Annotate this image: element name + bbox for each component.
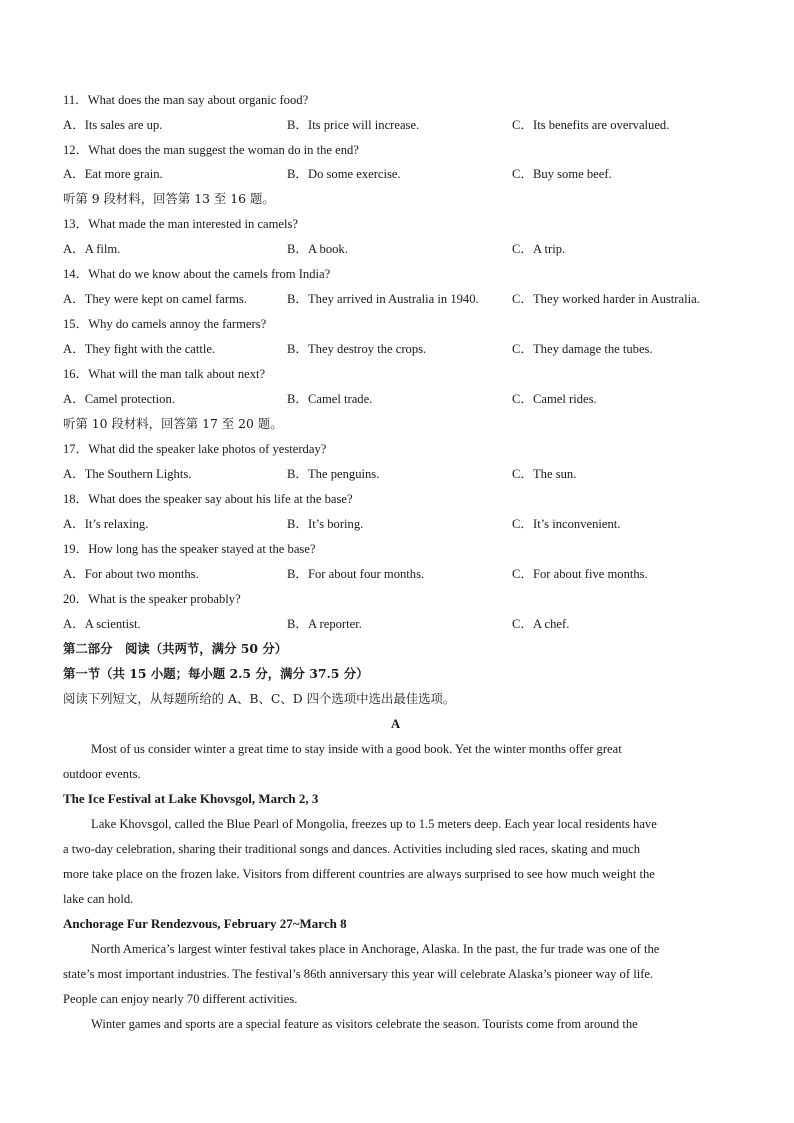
passage-intro-line-2: outdoor events. bbox=[63, 767, 141, 781]
option-c: C．A chef. bbox=[512, 617, 570, 631]
option-a: A．A film. bbox=[63, 242, 121, 256]
question-11: 11．What does the man say about organic food? bbox=[63, 93, 309, 107]
paragraph-1-line-4: lake can hold. bbox=[63, 892, 134, 906]
option-c: C．They damage the tubes. bbox=[512, 342, 653, 356]
option-b: B．Camel trade. bbox=[287, 392, 373, 406]
paragraph-2-line-1: North America’s largest winter festival takes place in Anchorage, Alaska. In the past, the fur trade was one of the bbox=[91, 942, 660, 956]
listening-instruction-9: 听第 9 段材料，回答第 13 至 16 题。 bbox=[63, 191, 275, 206]
option-b: B．A reporter. bbox=[287, 617, 362, 631]
option-a: A．It’s relaxing. bbox=[63, 517, 149, 531]
listening-instruction-10: 听第 10 段材料，回答第 17 至 20 题。 bbox=[63, 416, 283, 431]
option-c: C．A trip. bbox=[512, 242, 566, 256]
option-c: C．For about five months. bbox=[512, 567, 648, 581]
heading-fur-rendezvous: Anchorage Fur Rendezvous, February 27~March 8 bbox=[63, 916, 347, 931]
question-17: 17．What did the speaker lake photos of yesterday? bbox=[63, 442, 327, 456]
option-b: B．They destroy the crops. bbox=[287, 342, 427, 356]
option-a: A．They fight with the cattle. bbox=[63, 342, 216, 356]
part-two-title: 第二部分 阅读（共两节，满分 50 分） bbox=[63, 641, 288, 656]
option-c: C．Camel rides. bbox=[512, 392, 597, 406]
option-a: A．Eat more grain. bbox=[63, 167, 163, 181]
option-c: C．Buy some beef. bbox=[512, 167, 612, 181]
option-b: B．A book. bbox=[287, 242, 348, 256]
paragraph-1-line-3: more take place on the frozen lake. Visitors from different countries are always surprised to see how much weight the bbox=[63, 867, 655, 881]
option-b: B．Do some exercise. bbox=[287, 167, 401, 181]
question-16: 16．What will the man talk about next? bbox=[63, 367, 266, 381]
option-a: A．Its sales are up. bbox=[63, 118, 163, 132]
option-c: C．It’s inconvenient. bbox=[512, 517, 621, 531]
option-b: B．They arrived in Australia in 1940. bbox=[287, 292, 479, 306]
question-12: 12．What does the man suggest the woman do in the end? bbox=[63, 143, 359, 157]
option-b: B．Its price will increase. bbox=[287, 118, 420, 132]
option-c: C．The sun. bbox=[512, 467, 577, 481]
question-18: 18．What does the speaker say about his life at the base? bbox=[63, 492, 353, 506]
question-20: 20．What is the speaker probably? bbox=[63, 592, 241, 606]
paragraph-1-line-1: Lake Khovsgol, called the Blue Pearl of Mongolia, freezes up to 1.5 meters deep. Each year local residents have bbox=[91, 817, 657, 831]
passage-letter: A bbox=[390, 717, 401, 731]
heading-ice-festival: The Ice Festival at Lake Khovsgol, March 2, 3 bbox=[63, 791, 319, 806]
paragraph-2-line-3: People can enjoy nearly 70 different activities. bbox=[63, 992, 298, 1006]
passage-intro-line-1: Most of us consider winter a great time to stay inside with a good book. Yet the winter months offer great bbox=[91, 742, 622, 756]
option-a: A．For about two months. bbox=[63, 567, 199, 581]
option-b: B．For about four months. bbox=[287, 567, 425, 581]
question-13: 13．What made the man interested in camels? bbox=[63, 217, 298, 231]
section-one-title: 第一节（共 15 小题；每小题 2.5 分，满分 37.5 分） bbox=[63, 666, 369, 681]
question-15: 15．Why do camels annoy the farmers? bbox=[63, 317, 267, 331]
option-a: A．A scientist. bbox=[63, 617, 141, 631]
reading-instruction: 阅读下列短文，从每题所给的 A、B、C、D 四个选项中选出最佳选项。 bbox=[63, 691, 456, 706]
option-a: A．They were kept on camel farms. bbox=[63, 292, 247, 306]
option-a: A．The Southern Lights. bbox=[63, 467, 192, 481]
paragraph-3-line-1: Winter games and sports are a special feature as visitors celebrate the season. Tourists come from around the bbox=[91, 1017, 638, 1031]
option-c: C．Its benefits are overvalued. bbox=[512, 118, 670, 132]
paragraph-1-line-2: a two-day celebration, sharing their traditional songs and dances. Activities including sled races, skating and much bbox=[63, 842, 641, 856]
question-14: 14．What do we know about the camels from India? bbox=[63, 267, 331, 281]
option-b: B．The penguins. bbox=[287, 467, 380, 481]
question-19: 19．How long has the speaker stayed at the base? bbox=[63, 542, 316, 556]
option-b: B．It’s boring. bbox=[287, 517, 364, 531]
option-c: C．They worked harder in Australia. bbox=[512, 292, 700, 306]
option-a: A．Camel protection. bbox=[63, 392, 175, 406]
paragraph-2-line-2: state’s most important industries. The festival’s 86th anniversary this year will celebrate Alaska’s pioneer way of life. bbox=[63, 967, 654, 981]
